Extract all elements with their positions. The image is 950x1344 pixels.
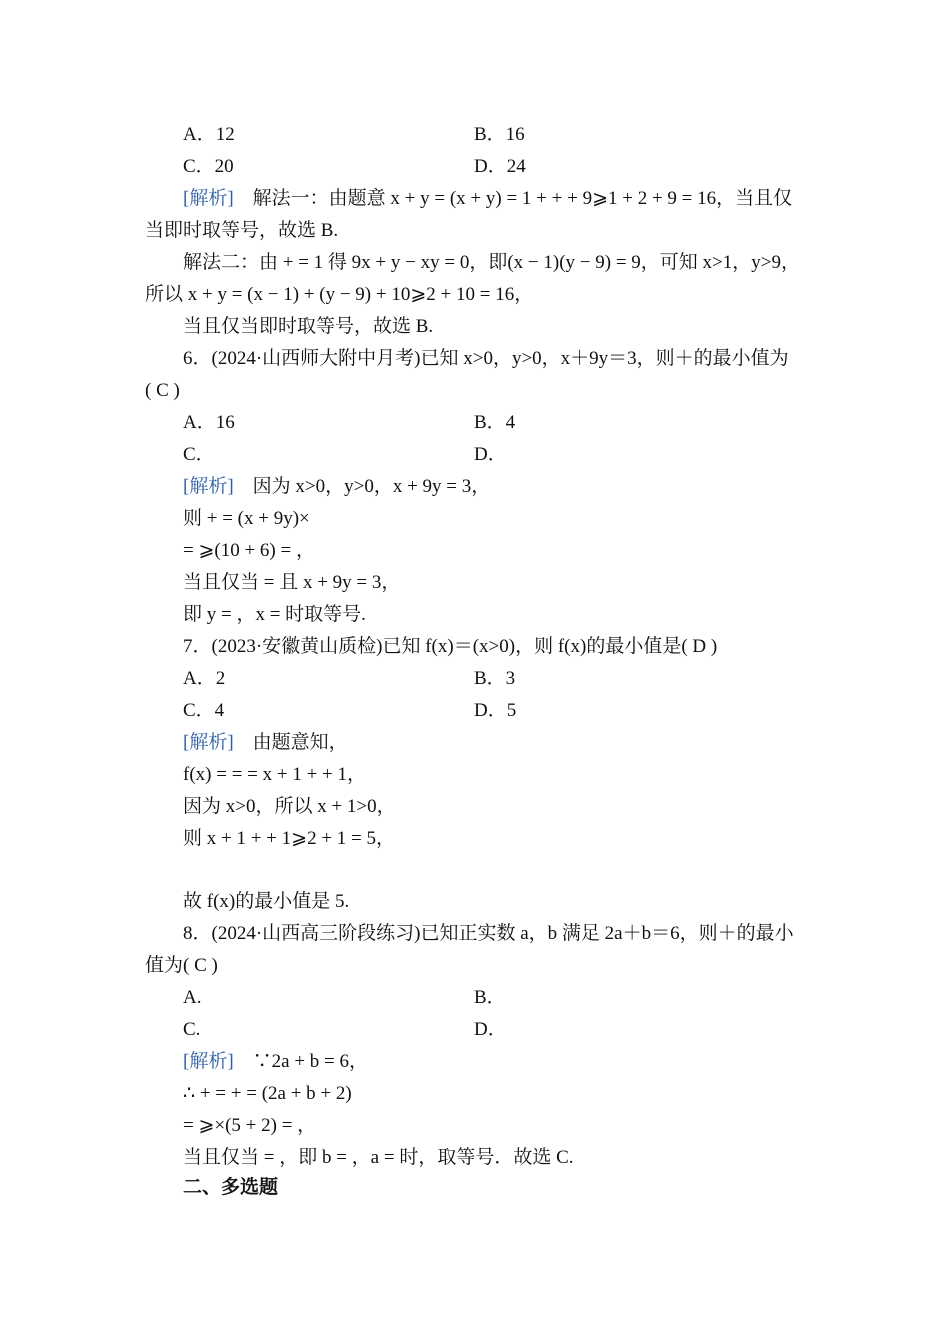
q5-option-d: D．24 xyxy=(474,156,526,177)
q8-stem-line-1: 8．(2024·山西高三阶段练习)已知正实数 a，b 满足 2a＋b＝6，则＋的最小 xyxy=(183,923,794,944)
q5-solution-line-2: 当即时取等号，故选 B. xyxy=(145,220,339,241)
analysis-tag: [解析] xyxy=(183,476,234,497)
q7-solution-line-1 xyxy=(183,731,348,755)
q6-option-a: A．16 xyxy=(183,412,235,433)
q6-stem-line-1: 6．(2024·山西师大附中月考)已知 x>0，y>0，x＋9y＝3，则＋的最小值为 xyxy=(183,348,789,369)
q6-option-b: B．4 xyxy=(474,412,516,433)
q7-stem-line-1: 7．(2023·安徽黄山质检)已知 f(x)＝(x>0)，则 f(x)的最小值是( D ) xyxy=(183,636,718,657)
q7-option-a: A．2 xyxy=(183,668,226,689)
q7-option-d: D．5 xyxy=(474,700,517,721)
q7-solution-text: 由题意知， xyxy=(233,732,348,753)
q7-solution-line-3: 因为 x>0，所以 x + 1>0， xyxy=(183,796,396,817)
q7-solution-line-5: 故 f(x)的最小值是 5. xyxy=(183,891,350,912)
q7-option-c: C．4 xyxy=(183,700,225,721)
q8-solution-line-4: 当且仅当 = ，即 b = ，a = 时，取等号．故选 C. xyxy=(183,1147,574,1168)
q8-option-c: C. xyxy=(183,1019,201,1040)
q6-solution-line-4: 当且仅当 = 且 x + 9y = 3， xyxy=(183,572,401,593)
q5-option-a: A．12 xyxy=(183,124,235,145)
q8-solution-line-3: = ⩾×(5 + 2) = ， xyxy=(183,1115,317,1136)
q8-solution-line-1 xyxy=(183,1050,368,1074)
q8-option-a: A. xyxy=(183,987,202,1008)
q6-option-d: D． xyxy=(474,444,507,465)
q6-solution-line-1 xyxy=(183,475,490,499)
q5-solution-line-1 xyxy=(183,187,792,211)
q8-solution-text: ∵2a + b = 6， xyxy=(233,1051,369,1072)
q6-option-c: C． xyxy=(183,444,215,465)
q8-option-b: B． xyxy=(474,987,506,1008)
q6-solution-line-5: 即 y = ，x = 时取等号. xyxy=(183,604,366,625)
q8-stem-line-2: 值为( C ) xyxy=(145,955,218,976)
section-heading: 二、多选题 xyxy=(183,1177,279,1198)
q5-method2-line-1: 解法二：由 + = 1 得 9x + y − xy = 0，即(x − 1)(y − 9) = 9，可知 x>1，y>9， xyxy=(183,252,800,273)
q7-solution-line-4: 则 x + 1 + + 1⩾2 + 1 = 5， xyxy=(183,828,395,849)
q5-option-b: B．16 xyxy=(474,124,525,145)
q8-option-d: D． xyxy=(474,1019,507,1040)
q6-solution-text: 因为 x>0，y>0，x + 9y = 3， xyxy=(233,476,491,497)
analysis-tag: [解析] xyxy=(183,188,234,209)
analysis-tag: [解析] xyxy=(183,732,234,753)
q7-solution-line-2: f(x) = = = x + 1 + + 1， xyxy=(183,764,367,785)
q5-option-c: C．20 xyxy=(183,156,234,177)
q6-solution-line-2: 则 + = (x + 9y)× xyxy=(183,508,310,529)
q5-solution-text: 解法一：由题意 x + y = (x + y) = 1 + + + 9⩾1 + 2 + 9 = 16，当且仅 xyxy=(233,188,793,209)
q6-solution-line-3: = ⩾(10 + 6) = ， xyxy=(183,540,315,561)
q7-option-b: B．3 xyxy=(474,668,516,689)
q5-method2-line-2: 所以 x + y = (x − 1) + (y − 9) + 10⩾2 + 10 = 16， xyxy=(145,284,534,305)
q5-method2-line-3: 当且仅当即时取等号，故选 B. xyxy=(183,316,434,337)
q8-solution-line-2: ∴ + = + = (2a + b + 2) xyxy=(183,1083,352,1104)
q6-stem-line-2: ( C ) xyxy=(145,380,180,401)
analysis-tag: [解析] xyxy=(183,1051,234,1072)
